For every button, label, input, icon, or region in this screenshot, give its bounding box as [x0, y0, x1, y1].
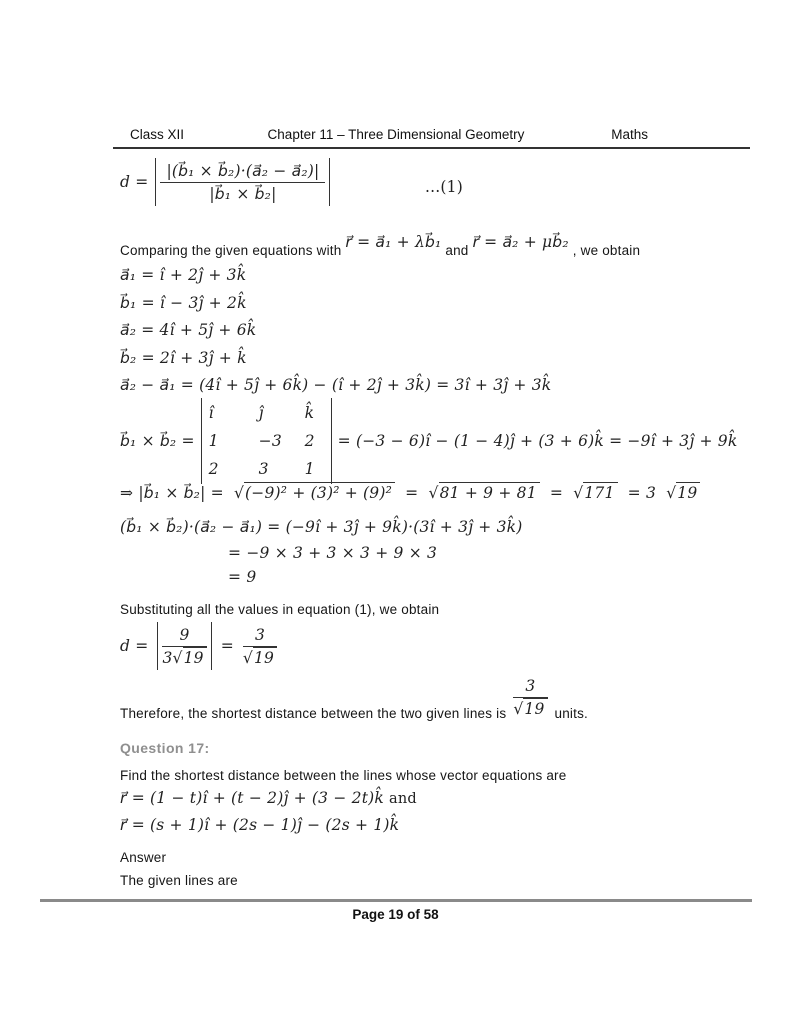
absolute-value-bars [157, 622, 211, 670]
fraction-numerator: 9 [162, 625, 206, 647]
sqrt-sign: √ [666, 484, 677, 502]
matrix-cell: 3 [258, 460, 269, 478]
matrix-cell: k̂ [304, 404, 315, 422]
magnitude-lhs: ⇒ |b⃗₁ × b⃗₂| = [120, 484, 224, 502]
fraction [162, 625, 206, 667]
vector-a2-minus-a1: a⃗₂ − a⃗₁ = (4î + 5ĵ + 6k̂) − (î + 2ĵ + 3k̂) = 3î + 3ĵ + 3k̂ [120, 376, 552, 394]
sqrt-sign: √ [233, 484, 245, 502]
absolute-value-bars [155, 158, 330, 206]
answer-label: Answer [120, 850, 167, 865]
conclusion-text-pre: Therefore, the shortest distance between the two given lines is [120, 706, 507, 721]
equals-sign: = [549, 484, 564, 502]
dot-product-line3: = 9 [228, 568, 257, 586]
fraction-denominator [243, 647, 277, 667]
sqrt-sign: √ [513, 700, 524, 718]
matrix-cell: 2 [304, 432, 315, 450]
vector-a2: a⃗₂ = 4î + 5ĵ + 6k̂ [120, 321, 257, 339]
question-text: Find the shortest distance between the lines whose vector equations are [120, 768, 567, 783]
sqrt-expression [173, 647, 207, 667]
footer-page-number: Page 19 of 58 [352, 907, 439, 922]
sqrt-expression-3 [573, 484, 617, 502]
question-equation-2: r⃗ = (s + 1)î + (2s − 1)ĵ − (2s + 1)k̂ [120, 816, 400, 834]
line1-equation-inline: r⃗ = a⃗₁ + λb⃗₁ [345, 233, 442, 251]
vector-b1: b⃗₁ = î − 3ĵ + 2k̂ [120, 293, 247, 312]
equation-number-tag: ...(1) [425, 178, 463, 196]
sqrt-radicand: (−9)² + (3)² + (9)² [244, 482, 395, 502]
sqrt-sign: √ [573, 484, 584, 502]
fraction-denominator: |b⃗₁ × b⃗₂| [209, 185, 277, 203]
given-lines-text: The given lines are [120, 873, 238, 888]
fraction-denominator [162, 647, 206, 667]
question-equation-1-and: and [389, 791, 417, 807]
comparing-text-post: , we obtain [572, 243, 641, 258]
question-label: Question 17: [120, 740, 210, 756]
conclusion-text-post: units. [554, 706, 588, 721]
sqrt-radicand: 81 + 9 + 81 [439, 482, 540, 502]
sqrt-radicand: 19 [253, 647, 277, 667]
comparing-sentence [120, 233, 641, 261]
equals-three: = 3 [627, 484, 657, 502]
fraction-denominator [513, 698, 547, 718]
fraction [243, 625, 277, 667]
sqrt-expression-2 [429, 484, 540, 502]
header-chapter-title: Chapter 11 – Three Dimensional Geometry [267, 127, 525, 142]
coefficient: 3 [162, 649, 173, 667]
determinant-lhs: b⃗₁ × b⃗₂ = [120, 432, 195, 450]
page-header [113, 127, 750, 149]
question-equation-1 [120, 789, 417, 807]
sqrt-radicand: 19 [183, 647, 207, 667]
fraction-numerator: 3 [513, 676, 547, 698]
sqrt-sign: √ [242, 649, 253, 667]
sqrt-sign: √ [172, 649, 183, 667]
fraction [160, 161, 325, 203]
conclusion-sentence [120, 676, 588, 722]
matrix-cell: 2 [208, 460, 219, 478]
sqrt-expression [243, 647, 277, 667]
sqrt-expression [513, 698, 547, 718]
dot-product-line1: (b⃗₁ × b⃗₂)·(a⃗₂ − a⃗₁) = (−9î + 3ĵ + 9k̂)·(3î + 3ĵ + 3k̂) [120, 518, 523, 536]
dot-product-line2: = −9 × 3 + 3 × 3 + 9 × 3 [228, 544, 438, 562]
sqrt-expression-4 [666, 484, 700, 502]
determinant-expansion: = (−3 − 6)î − (1 − 4)ĵ + (3 + 6)k̂ = −9î + 3ĵ + 9k̂ [337, 432, 738, 450]
comparing-text-and: and [445, 243, 469, 258]
sqrt-radicand: 171 [583, 482, 617, 502]
vector-a1: a⃗₁ = î + 2ĵ + 3k̂ [120, 266, 247, 284]
footer-rule [40, 899, 752, 902]
question-equation-1-math: r⃗ = (1 − t)î + (t − 2)ĵ + (3 − 2t)k̂ [120, 789, 384, 807]
inline-fraction [513, 676, 547, 718]
header-subject-label: Maths [611, 127, 648, 142]
final-distance-equation [120, 622, 277, 670]
line2-equation-inline: r⃗ = a⃗₂ + μb⃗₂ [472, 233, 569, 251]
vector-definitions [120, 262, 551, 400]
matrix-cell: 1 [304, 460, 315, 478]
fraction-numerator: 3 [243, 625, 277, 647]
dot-product-block [120, 518, 523, 586]
equation-lhs: d = [120, 637, 149, 655]
matrix-cell: −3 [258, 432, 282, 450]
equation-distance-formula [120, 158, 463, 206]
determinant-matrix [201, 398, 332, 484]
vector-b2: b⃗₂ = 2î + 3ĵ + k̂ [120, 348, 247, 367]
sqrt-sign: √ [428, 484, 439, 502]
equation-lhs: d = [120, 173, 149, 191]
sqrt-expression-1 [234, 484, 395, 502]
magnitude-equation [120, 484, 705, 502]
sqrt-radicand: 19 [523, 698, 547, 718]
header-class-label: Class XII [130, 127, 185, 142]
fraction-numerator: |(b⃗₁ × b⃗₂)·(a⃗₂ − a⃗₂)| [160, 161, 325, 183]
cross-product-determinant [120, 398, 737, 484]
matrix-cell: 1 [208, 432, 219, 450]
sqrt-radicand: 19 [676, 482, 700, 502]
substituting-sentence: Substituting all the values in equation (1), we obtain [120, 602, 440, 617]
matrix-cell: î [208, 404, 214, 422]
equals-sign: = [220, 637, 234, 655]
comparing-text-pre: Comparing the given equations with [120, 243, 342, 258]
matrix-cell: ĵ [258, 404, 264, 422]
equals-sign: = [405, 484, 419, 502]
